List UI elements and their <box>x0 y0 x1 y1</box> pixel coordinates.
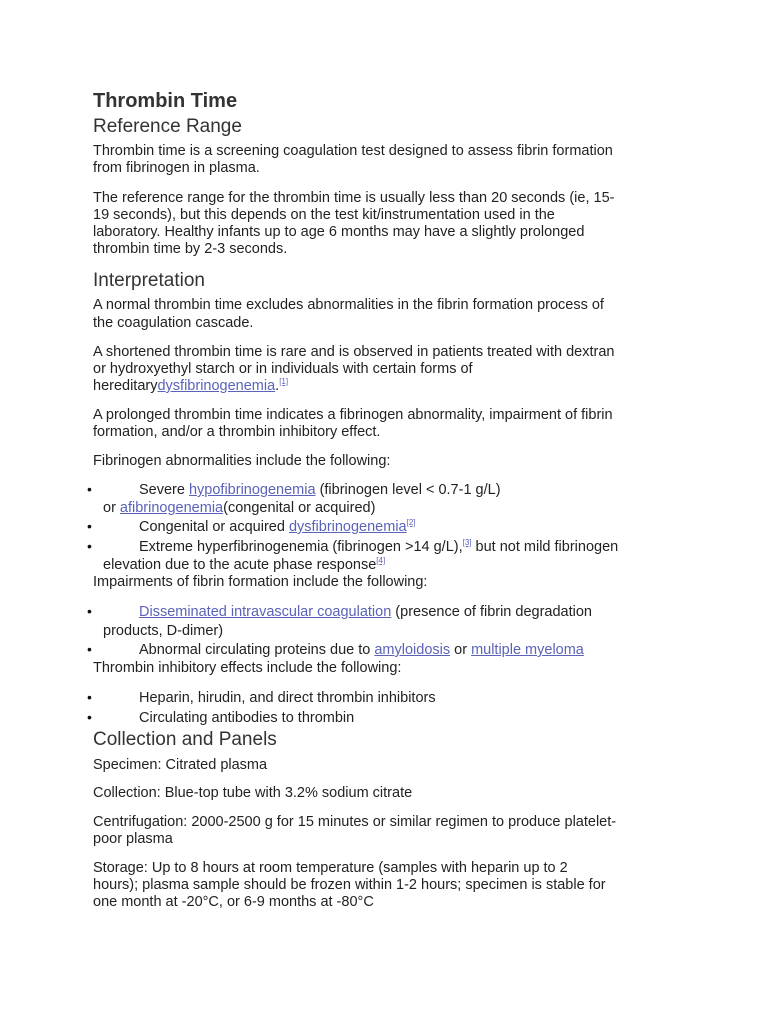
link-dysfibrinogenemia[interactable]: dysfibrinogenemia <box>288 519 407 535</box>
text-segment: Abnormal circulating proteins due to <box>139 642 375 658</box>
reference-link[interactable]: [2] <box>406 518 416 528</box>
text-segment: Extreme hyperfibrinogenemia (fibrinogen >14 g/L), <box>139 539 463 555</box>
paragraph-line: Collection: Blue-top tube with 3.2% sodium citrate <box>93 785 413 801</box>
paragraph-line: Specimen: Citrated plasma <box>93 757 268 773</box>
paragraph-line: the coagulation cascade. <box>93 315 254 331</box>
list-item <box>139 539 618 556</box>
paragraph-line: Thrombin time is a screening coagulation test designed to assess fibrin formation <box>93 143 613 159</box>
paragraph-line: A shortened thrombin time is rare and is observed in patients treated with dextran <box>93 344 615 360</box>
reference-link[interactable]: [4] <box>376 556 386 566</box>
bullet-icon: • <box>87 709 92 725</box>
reference-link[interactable]: [3] <box>462 538 472 548</box>
link-multiple-myeloma[interactable]: multiple myeloma <box>471 642 584 658</box>
heading-collection-and-panels: Collection and Panels <box>93 729 277 750</box>
bullet-icon: • <box>87 481 92 497</box>
link-amyloidosis[interactable]: amyloidosis <box>374 642 451 658</box>
list-intro: Impairments of fibrin formation include the following: <box>93 574 428 590</box>
heading-interpretation: Interpretation <box>93 270 205 291</box>
list-item-continuation <box>103 557 385 574</box>
paragraph-line: one month at -20°C, or 6-9 months at -80°C <box>93 894 374 910</box>
bullet-icon: • <box>87 538 92 554</box>
link-afibrinogenemia[interactable]: afibrinogenemia <box>119 500 224 516</box>
list-intro: Fibrinogen abnormalities include the following: <box>93 453 391 469</box>
bullet-icon: • <box>87 603 92 619</box>
text-segment: elevation due to the acute phase response <box>103 557 377 573</box>
list-item <box>139 642 584 659</box>
text-segment: Severe <box>139 482 189 498</box>
heading-reference-range: Reference Range <box>93 116 242 137</box>
paragraph-line: laboratory. Healthy infants up to age 6 months may have a slightly prolonged <box>93 224 585 240</box>
list-item: Circulating antibodies to thrombin <box>139 710 355 726</box>
text-segment: or <box>450 642 472 658</box>
paragraph-line: from fibrinogen in plasma. <box>93 160 260 176</box>
paragraph-line: formation, and/or a thrombin inhibitory effect. <box>93 424 381 440</box>
text-segment: . <box>275 378 280 394</box>
list-item: Heparin, hirudin, and direct thrombin inhibitors <box>139 690 436 706</box>
paragraph-line: A normal thrombin time excludes abnormalities in the fibrin formation process of <box>93 297 604 313</box>
paragraph-line: Centrifugation: 2000-2500 g for 15 minutes or similar regimen to produce platelet- <box>93 814 617 830</box>
text-segment: (presence of fibrin degradation <box>391 604 592 620</box>
page-title: Thrombin Time <box>93 90 238 112</box>
text-segment: (fibrinogen level < 0.7-1 g/L) <box>315 482 501 498</box>
paragraph-line <box>93 378 288 395</box>
text-segment: or <box>103 500 120 516</box>
bullet-icon: • <box>87 641 92 657</box>
text-segment: Congenital or acquired <box>139 519 289 535</box>
list-intro: Thrombin inhibitory effects include the following: <box>93 660 402 676</box>
link-hypofibrinogenemia[interactable]: hypofibrinogenemia <box>188 482 316 498</box>
paragraph-line: hours); plasma sample should be frozen within 1-2 hours; specimen is stable for <box>93 877 606 893</box>
list-item-continuation: products, D-dimer) <box>103 623 224 639</box>
paragraph-line: thrombin time by 2-3 seconds. <box>93 241 288 257</box>
paragraph-line: 19 seconds), but this depends on the test kit/instrumentation used in the <box>93 207 555 223</box>
link-disseminated-intravascular-coagulation[interactable]: Disseminated intravascular coagulation <box>139 604 392 620</box>
paragraph-line: poor plasma <box>93 831 173 847</box>
paragraph-line: Storage: Up to 8 hours at room temperature (samples with heparin up to 2 <box>93 860 568 876</box>
text-segment: but not mild fibrinogen <box>471 539 619 555</box>
paragraph-line: or hydroxyethyl starch or in individuals with certain forms of <box>93 361 473 377</box>
list-item-continuation <box>103 500 375 517</box>
reference-link[interactable]: [1] <box>279 377 289 387</box>
text-segment: hereditary <box>93 378 158 394</box>
list-item <box>139 482 501 499</box>
bullet-icon: • <box>87 689 92 705</box>
bullet-icon: • <box>87 518 92 534</box>
link-dysfibrinogenemia[interactable]: dysfibrinogenemia <box>157 378 276 394</box>
paragraph-line: The reference range for the thrombin time is usually less than 20 seconds (ie, 15- <box>93 190 615 206</box>
paragraph-line: A prolonged thrombin time indicates a fibrinogen abnormality, impairment of fibrin <box>93 407 613 423</box>
list-item <box>139 604 592 621</box>
list-item <box>139 519 416 536</box>
text-segment: (congenital or acquired) <box>223 500 376 516</box>
